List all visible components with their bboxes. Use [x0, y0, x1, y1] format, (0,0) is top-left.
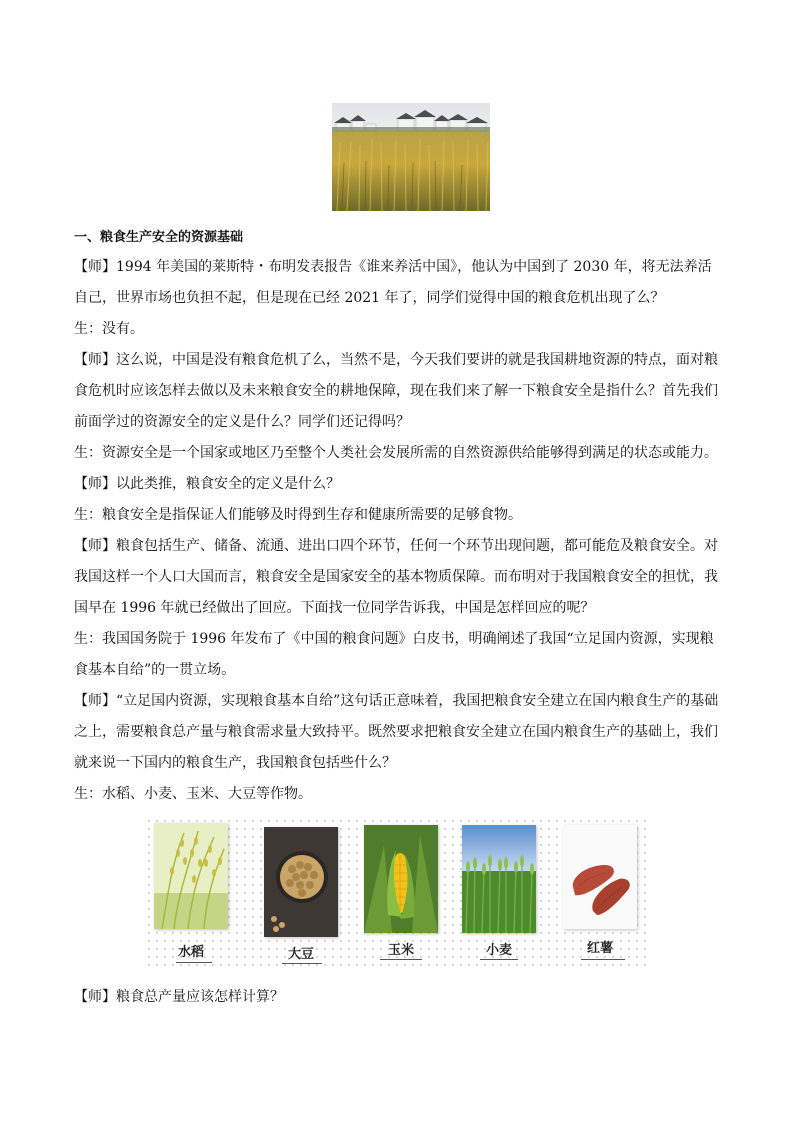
rice-icon	[154, 823, 228, 929]
crop-label: 玉米	[387, 943, 414, 958]
label-underline	[176, 962, 212, 963]
crop-label: 大豆	[287, 947, 314, 962]
paragraph-last: 【师】粮食总产量应该怎样计算？	[74, 989, 284, 1005]
paragraph: 【师】“立足国内资源，实现粮食基本自给”这句话正意味着，我国把粮食安全建立在国内粮食生产的基础之上，需要粮食总产量与粮食需求量大致持平。既然要求把粮食安全建立在国内粮食生产的基础上，我们就来说一下国内的粮食生产，我国粮食包括些什么？	[74, 693, 719, 771]
crop-label: 小麦	[485, 943, 512, 958]
soybean-icon	[264, 827, 338, 937]
paragraph: 【师】这么说，中国是没有粮食危机了么，当然不是，今天我们要讲的就是我国耕地资源的特点，面对粮食危机时应该怎样去做以及未来粮食安全的耕地保障，现在我们来了解一下粮食安全是指什么？首先我们前面学过的资源安全的定义是什么？同学们还记得吗？	[74, 352, 718, 430]
label-underline	[282, 963, 322, 964]
crops-figure	[145, 817, 648, 967]
crop-card-corn	[364, 817, 440, 967]
rice-field-photo	[332, 103, 490, 211]
paragraph: 【师】以此类推，粮食安全的定义是什么？	[74, 476, 340, 492]
crop-label: 水稻	[177, 945, 204, 960]
crop-label: 红薯	[586, 941, 613, 956]
paragraph: 生：水稻、小麦、玉米、大豆等作物。	[74, 786, 312, 802]
crop-card-wheat	[462, 817, 538, 967]
corn-icon	[364, 825, 438, 933]
crop-card-sweet-potato	[563, 817, 639, 967]
section-heading: 一、粮食生产安全的资源基础	[74, 230, 244, 245]
paragraph: 生：资源安全是一个国家或地区乃至整个人类社会发展所需的自然资源供给能够得到满足的状态或能力。	[74, 445, 718, 461]
paragraph: 生：粮食安全是指保证人们能够及时得到生存和健康所需要的足够食物。	[74, 507, 522, 523]
crop-card-rice	[154, 817, 230, 967]
paragraph: 生：我国国务院于 1996 年发布了《中国的粮食问题》白皮书，明确阐述了我国“立足国内资源，实现粮食基本自给”的一贯立场。	[74, 631, 714, 678]
label-underline	[380, 959, 422, 960]
wheat-icon	[462, 825, 536, 933]
sweet-potato-icon	[563, 825, 637, 929]
paragraph: 【师】粮食包括生产、储备、流通、进出口四个环节，任何一个环节出现问题，都可能危及粮食安全。对我国这样一个人口大国而言，粮食安全是国家安全的基本物质保障。而布明对于我国粮食安全的担忧，我国早在 1996 年就已经做出了回应。下面找一位同学告诉我，中国是怎样回应的呢？	[74, 538, 718, 616]
paragraph: 生：没有。	[74, 321, 144, 337]
label-underline	[480, 959, 518, 960]
label-underline	[581, 959, 625, 960]
paragraph: 【师】1994 年美国的莱斯特・布明发表报告《谁来养活中国》，他认为中国到了 2030 年，将无法养活自己，世界市场也负担不起，但是现在已经 2021 年了，同学们觉得中国的粮食危机出现了么？	[74, 259, 712, 306]
body-text	[74, 252, 722, 810]
crop-card-soybean	[264, 817, 340, 967]
